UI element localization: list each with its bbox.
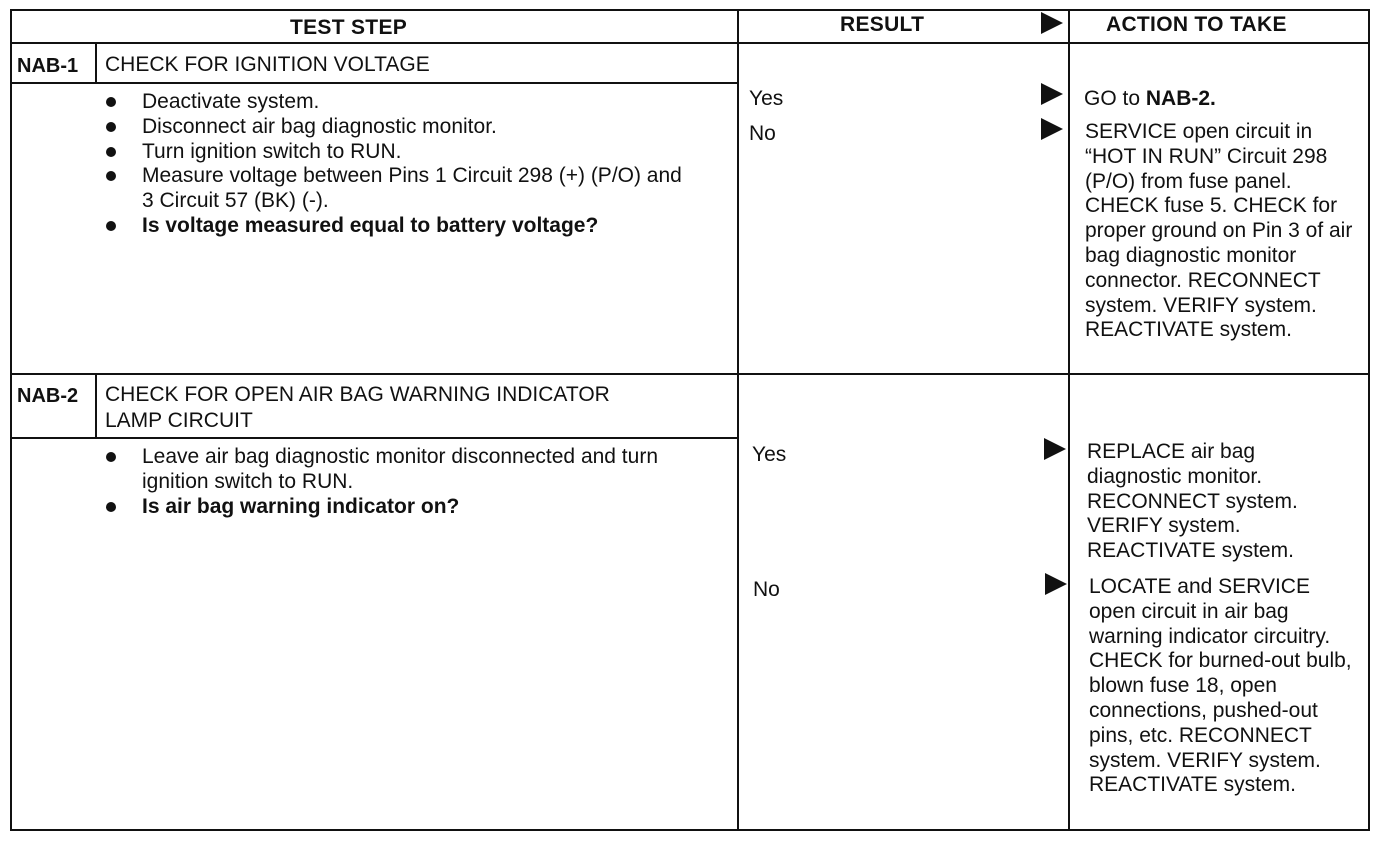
bullet-question: Is air bag warning indicator on?: [142, 494, 460, 518]
step-code-nab2: NAB-2: [17, 385, 79, 407]
bullet-icon: [106, 122, 116, 132]
bullet-text: Disconnect air bag diagnostic monitor.: [142, 114, 497, 138]
result-yes-nab1: Yes: [749, 87, 784, 110]
nab1-title-underline: [10, 82, 738, 84]
nab1-code-divider: [95, 43, 97, 83]
arrow-icon: [1044, 438, 1066, 460]
header-divider: [10, 42, 1370, 44]
step-title-nab1: CHECK FOR IGNITION VOLTAGE: [105, 53, 430, 76]
bullet-text: Turn ignition switch to RUN.: [142, 139, 402, 163]
list-item: [142, 140, 687, 165]
header-arrow-icon: [1041, 12, 1063, 34]
arrow-icon: [1041, 118, 1063, 140]
result-no-nab2: No: [753, 578, 780, 601]
bullet-icon: [106, 97, 116, 107]
nab2-code-divider: [95, 374, 97, 438]
list-item: [142, 115, 687, 140]
action-yes-nab2: REPLACE air bag diagnostic monitor. RECONNECT system. VERIFY system. REACTIVATE system.: [1087, 440, 1298, 563]
action-no-nab1: SERVICE open circuit in “HOT IN RUN” Circuit 298 (P/O) from fuse panel. CHECK fuse 5. CHECK for proper ground on Pin 3 of air bag diagnostic monitor connector. RECONNECT system. VERIFY system. REACTIVATE system.: [1085, 120, 1353, 342]
bullet-icon: [106, 147, 116, 157]
bullet-icon: [106, 452, 116, 462]
bullet-icon: [106, 502, 116, 512]
row-divider: [10, 373, 1370, 375]
arrow-icon: [1041, 83, 1063, 105]
step-title-nab2: CHECK FOR OPEN AIR BAG WARNING INDICATOR LAMP CIRCUIT: [105, 383, 610, 432]
result-no-nab1: No: [749, 122, 776, 145]
bullet-text: Measure voltage between Pins 1 Circuit 298 (+) (P/O) and 3 Circuit 57 (BK) (-).: [142, 164, 682, 213]
bullet-icon: [106, 221, 116, 231]
column-divider-result: [737, 9, 739, 831]
list-item: [142, 164, 687, 214]
action-text: GO to: [1084, 87, 1146, 110]
step-code-nab1: NAB-1: [17, 55, 79, 77]
list-item: [142, 214, 687, 239]
result-yes-nab2: Yes: [752, 443, 787, 466]
bullet-question: Is voltage measured equal to battery voltage?: [142, 213, 599, 237]
action-yes-nab1: [1084, 87, 1364, 112]
header-result: RESULT: [840, 13, 925, 36]
arrow-icon: [1045, 573, 1067, 595]
list-item: [142, 90, 687, 115]
bullet-text: Deactivate system.: [142, 90, 320, 113]
list-item: [142, 445, 712, 495]
step-bullets-nab2: [142, 445, 712, 519]
header-action: ACTION TO TAKE: [1106, 13, 1287, 36]
column-divider-action: [1068, 9, 1070, 831]
action-no-nab2: LOCATE and SERVICE open circuit in air bag warning indicator circuitry. CHECK for burned-out bulb, blown fuse 18, open connections, pushed-out pins, etc. RECONNECT system. VERIFY system. REACTIVATE system.: [1089, 575, 1352, 797]
header-test-step: TEST STEP: [290, 16, 408, 39]
bullet-text: Leave air bag diagnostic monitor disconnected and turn ignition switch to RUN.: [142, 445, 658, 493]
action-goto-link: NAB-2.: [1145, 87, 1216, 110]
step-bullets-nab1: [142, 90, 687, 239]
list-item: [142, 495, 712, 520]
nab2-title-underline: [10, 437, 738, 439]
